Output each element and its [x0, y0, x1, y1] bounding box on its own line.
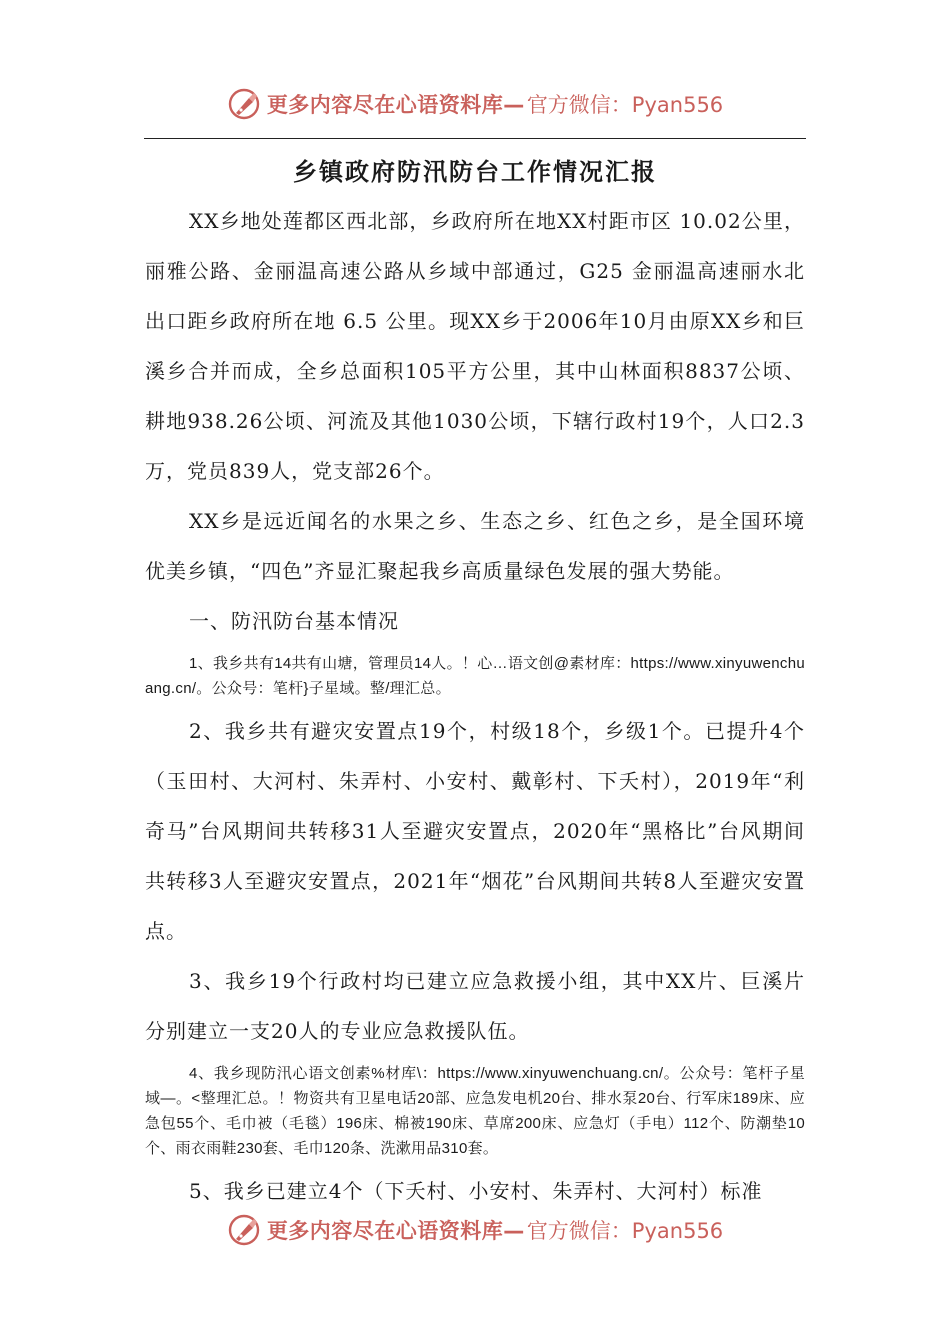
document-body — [145, 196, 805, 1216]
section-heading: 一、防汛防台基本情况 — [189, 609, 399, 633]
intro-paragraph: XX乡地处莲都区西北部，乡政府所在地XX村距市区 10.02公里，丽雅公路、金丽温高速公路从乡域中部通过，G25 金丽温高速丽水北出口距乡政府所在地 6.5 公里。现XX乡于2006年10月由原XX乡和巨溪乡合并而成，全乡总面积105平方公里，其中山林面积8837公顷、耕地938.26公顷、河流及其他1030公顷，下辖行政村19个，人口2.3万，党员839人，党支部26个。 — [145, 209, 805, 483]
document-title: 乡镇政府防汛防台工作情况汇报 — [293, 157, 657, 186]
banner-slogan: 更多内容尽在心语资料库— — [266, 1219, 525, 1243]
list-item: 5、我乡已建立4个（下夭村、小安村、朱弄村、大河村）标准 — [189, 1179, 763, 1203]
list-item: 4、我乡现防汛心语文创素%材库\：https://www.xinyuwenchuang.cn/。公众号：笔杆子星域—。<整理汇总。！物资共有卫星电话20部、应急发电机20台、排水泵20台、行军床189床、应急包55个、毛巾被（毛毯）196床、棉被190床、草席200床、应急灯（手电）112个、防潮垫10个、雨衣雨鞋230套、毛巾120条、洗漱用品310套。 — [145, 1065, 805, 1157]
overview-paragraph: XX乡是远近闻名的水果之乡、生态之乡、红色之乡，是全国环境优美乡镇，“四色”齐显汇聚起我乡高质量绿色发展的强大势能。 — [145, 509, 805, 583]
list-item: 3、我乡19个行政村均已建立应急救援小组，其中XX片、巨溪片分别建立一支20人的专业应急救援队伍。 — [145, 969, 805, 1043]
list-item: 1、我乡共有14共有山塘，管理员14人。！心…语文创@素材库：https://www.xinyuwenchuang.cn/。公众号：笔杆}子星域。整/理汇总。 — [145, 655, 805, 697]
banner-contact: 官方微信：Pyan556 — [526, 93, 724, 117]
pen-nib-logo — [227, 87, 261, 121]
footer-banner — [0, 1210, 950, 1250]
pen-nib-logo — [227, 1213, 261, 1247]
banner-contact: 官方微信：Pyan556 — [526, 1219, 724, 1243]
header-rule — [144, 138, 806, 139]
header-banner — [0, 84, 950, 124]
list-item: 2、我乡共有避灾安置点19个，村级18个，乡级1个。已提升4个（玉田村、大河村、朱弄村、小安村、戴彰村、下夭村），2019年“利奇马”台风期间共转移31人至避灾安置点，2020年“黑格比”台风期间共转移3人至避灾安置点，2021年“烟花”台风期间共转8人至避灾安置点。 — [145, 719, 805, 943]
banner-slogan: 更多内容尽在心语资料库— — [266, 93, 525, 117]
